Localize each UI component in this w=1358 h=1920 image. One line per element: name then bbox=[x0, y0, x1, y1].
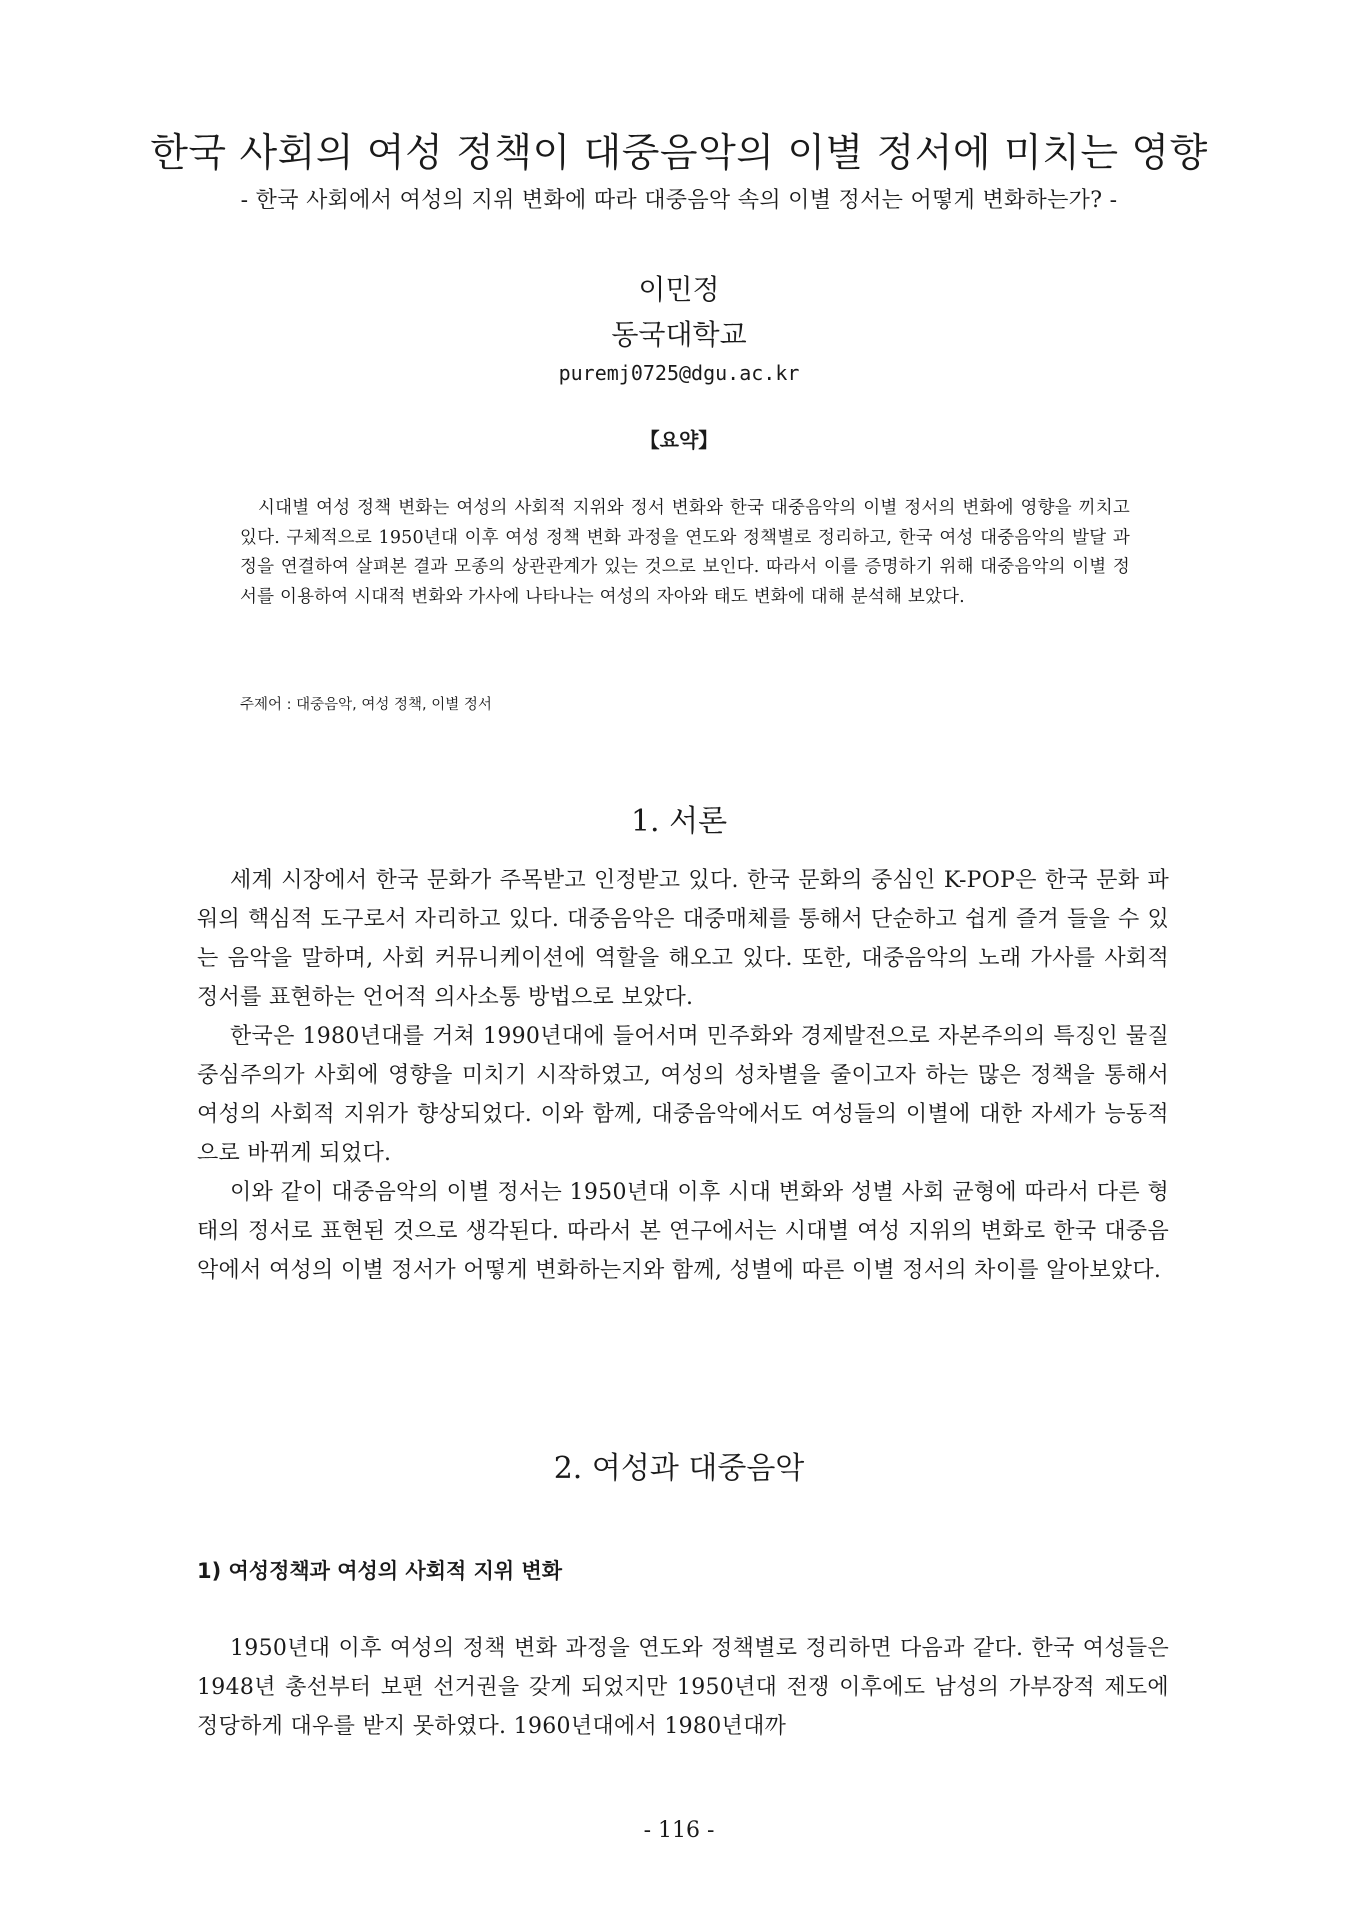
paragraph: 이와 같이 대중음악의 이별 정서는 1950년대 이후 시대 변화와 성별 사회 균형에 따라서 다른 형태의 정서로 표현된 것으로 생각된다. 따라서 본 연구에서는 시대별 여성 지위의 변화로 한국 대중음악에서 여성의 이별 정서가 어떻게 변화하는지와 함께, 성별에 따른 이별 정서의 차이를 알아보았다. bbox=[197, 1180, 1169, 1283]
paper-subtitle: - 한국 사회에서 여성의 지위 변화에 따라 대중음악 속의 이별 정서는 어떻게 변화하는가? - bbox=[240, 188, 1118, 213]
abstract-text: 시대별 여성 정책 변화는 여성의 사회적 지위와 정서 변화와 한국 대중음악의 이별 정서의 변화에 영향을 끼치고 있다. 구체적으로 1950년대 이후 여성 정책 변화 과정을 연도와 정책별로 정리하고, 한국 여성 대중음악의 발달 과정을 연결하여 살펴본 결과 모종의 상관관계가 있는 것으로 보인다. 따라서 이를 증명하기 위해 대중음악의 이별 정서를 이용하여 시대적 변화와 가사에 나타나는 여성의 자아와 태도 변화에 대해 분석해 보았다. bbox=[240, 498, 1130, 607]
author-name: 이민정 bbox=[638, 273, 720, 306]
subsection-heading: 1) 여성정책과 여성의 사회적 지위 변화 bbox=[197, 1559, 563, 1583]
paragraph: 세계 시장에서 한국 문화가 주목받고 인정받고 있다. 한국 문화의 중심인 K-POP은 한국 문화 파워의 핵심적 도구로서 자리하고 있다. 대중음악은 대중매체를 통해서 단순하고 쉽게 즐겨 들을 수 있는 음악을 말하며, 사회 커뮤니케이션에 역할을 해오고 있다. 또한, 대중음악의 노래 가사를 사회적 정서를 표현하는 언어적 의사소통 방법으로 보았다. bbox=[197, 868, 1169, 1010]
page-number: - 116 - bbox=[643, 1818, 715, 1843]
keywords: 주제어 : 대중음악, 여성 정책, 이별 정서 bbox=[240, 697, 492, 713]
abstract-heading: 【요약】 bbox=[639, 428, 719, 452]
paragraph: 1950년대 이후 여성의 정책 변화 과정을 연도와 정책별로 정리하면 다음과 같다. 한국 여성들은 1948년 총선부터 보편 선거권을 갖게 되었지만 1950년대 전쟁 이후에도 남성의 가부장적 제도에 정당하게 대우를 받지 못하였다. 1960년대에서 1980년대까 bbox=[197, 1636, 1169, 1739]
author-affiliation: 동국대학교 bbox=[611, 318, 747, 351]
paragraph: 한국은 1980년대를 거쳐 1990년대에 들어서며 민주화와 경제발전으로 자본주의의 특징인 물질중심주의가 사회에 영향을 미치기 시작하였고, 여성의 성차별을 줄이고자 하는 많은 정책을 통해서 여성의 사회적 지위가 향상되었다. 이와 함께, 대중음악에서도 여성들의 이별에 대한 자세가 능동적으로 바뀌게 되었다. bbox=[197, 1024, 1169, 1166]
author-email: puremj0725@dgu.ac.kr bbox=[558, 361, 800, 385]
section-2-body bbox=[197, 1629, 1169, 1746]
paper-title: 한국 사회의 여성 정책이 대중음악의 이별 정서에 미치는 영향 bbox=[150, 131, 1208, 176]
section-1-heading: 1. 서론 bbox=[630, 804, 728, 839]
section-1-body bbox=[197, 861, 1169, 1290]
section-2-heading: 2. 여성과 대중음악 bbox=[553, 1451, 805, 1486]
